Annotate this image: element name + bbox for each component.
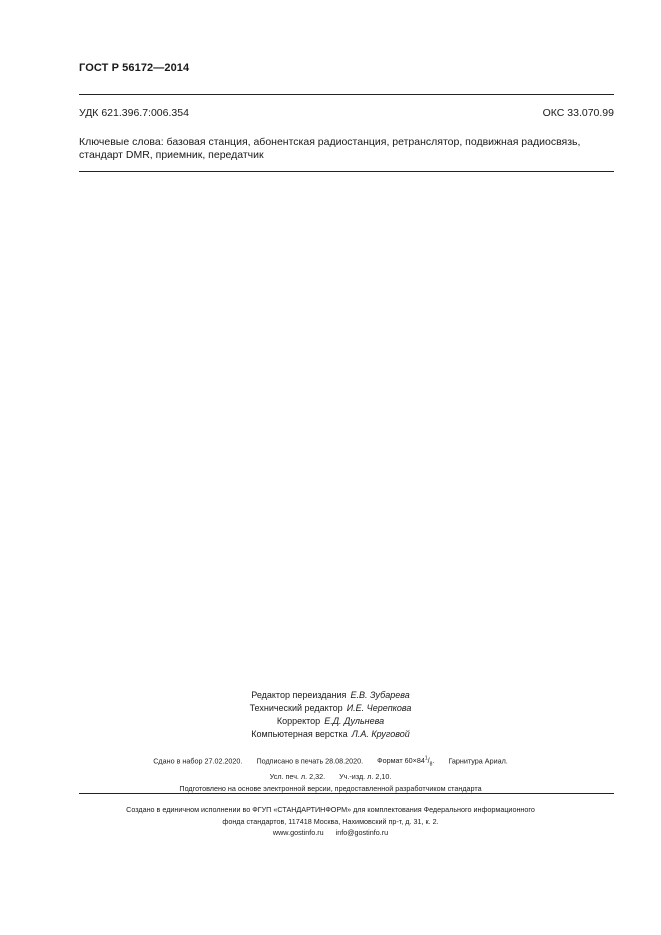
paper-format: Формат $60\times 84^1/_8$.	[377, 756, 435, 768]
header-divider	[79, 94, 614, 95]
oks-code: ОКС 33.070.99	[542, 107, 614, 119]
credit-name: И.Е. Черепкова	[346, 703, 412, 713]
print-sheets: Усл. печ. л. 2,32.	[269, 771, 326, 781]
publisher-divider	[79, 793, 614, 794]
credits-block	[0, 689, 661, 741]
signed-date: Подписано в печать 28.08.2020.	[256, 756, 364, 766]
credit-name: Л.А. Круговой	[351, 729, 410, 739]
publisher-contacts	[0, 827, 661, 839]
credit-layout	[0, 728, 661, 741]
keywords-line: стандарт DMR, приемник, передатчик	[79, 149, 264, 161]
email-link[interactable]: info@gostinfo.ru	[335, 828, 389, 837]
credit-role: Редактор переиздания	[251, 690, 347, 700]
print-info-line	[0, 753, 661, 771]
credit-role: Компьютерная верстка	[251, 729, 348, 739]
website-link[interactable]: www.gostinfo.ru	[272, 828, 324, 837]
keywords-line: Ключевые слова: базовая станция, абонентская радиостанция, ретранслятор, подвижная радиосвязь,	[79, 136, 581, 148]
publisher-line: Создано в единичном исполнении во ФГУП «СТАНДАРТИНФОРМ» для комплектования Федерального информационного	[126, 805, 535, 814]
print-info-block	[0, 753, 661, 795]
credit-role: Корректор	[276, 716, 321, 726]
prepared-note: Подготовлено на основе электронной версии, предоставленной разработчиком стандарта	[179, 783, 482, 793]
publisher-sheets: Уч.-изд. л. 2,10.	[339, 771, 392, 781]
typeface: Гарнитура Ариал.	[448, 756, 508, 766]
credit-name: Е.Д. Дульнева	[324, 716, 385, 726]
credit-proofreader	[0, 715, 661, 728]
publisher-block	[0, 804, 661, 839]
keywords-block	[79, 136, 619, 162]
print-info-line	[0, 771, 661, 783]
standard-id: ГОСТ Р 56172—2014	[79, 62, 190, 74]
udk-code: УДК 621.396.7:006.354	[79, 107, 189, 119]
credit-name: Е.В. Зубарева	[350, 690, 410, 700]
publisher-line: фонда стандартов, 117418 Москва, Нахимовский пр-т, д. 31, к. 2.	[222, 816, 439, 826]
credit-role: Технический редактор	[249, 703, 343, 713]
credit-editor	[0, 689, 661, 702]
credit-tech-editor	[0, 702, 661, 715]
submitted-date: Сдано в набор 27.02.2020.	[153, 756, 243, 766]
keywords-divider	[79, 171, 614, 172]
